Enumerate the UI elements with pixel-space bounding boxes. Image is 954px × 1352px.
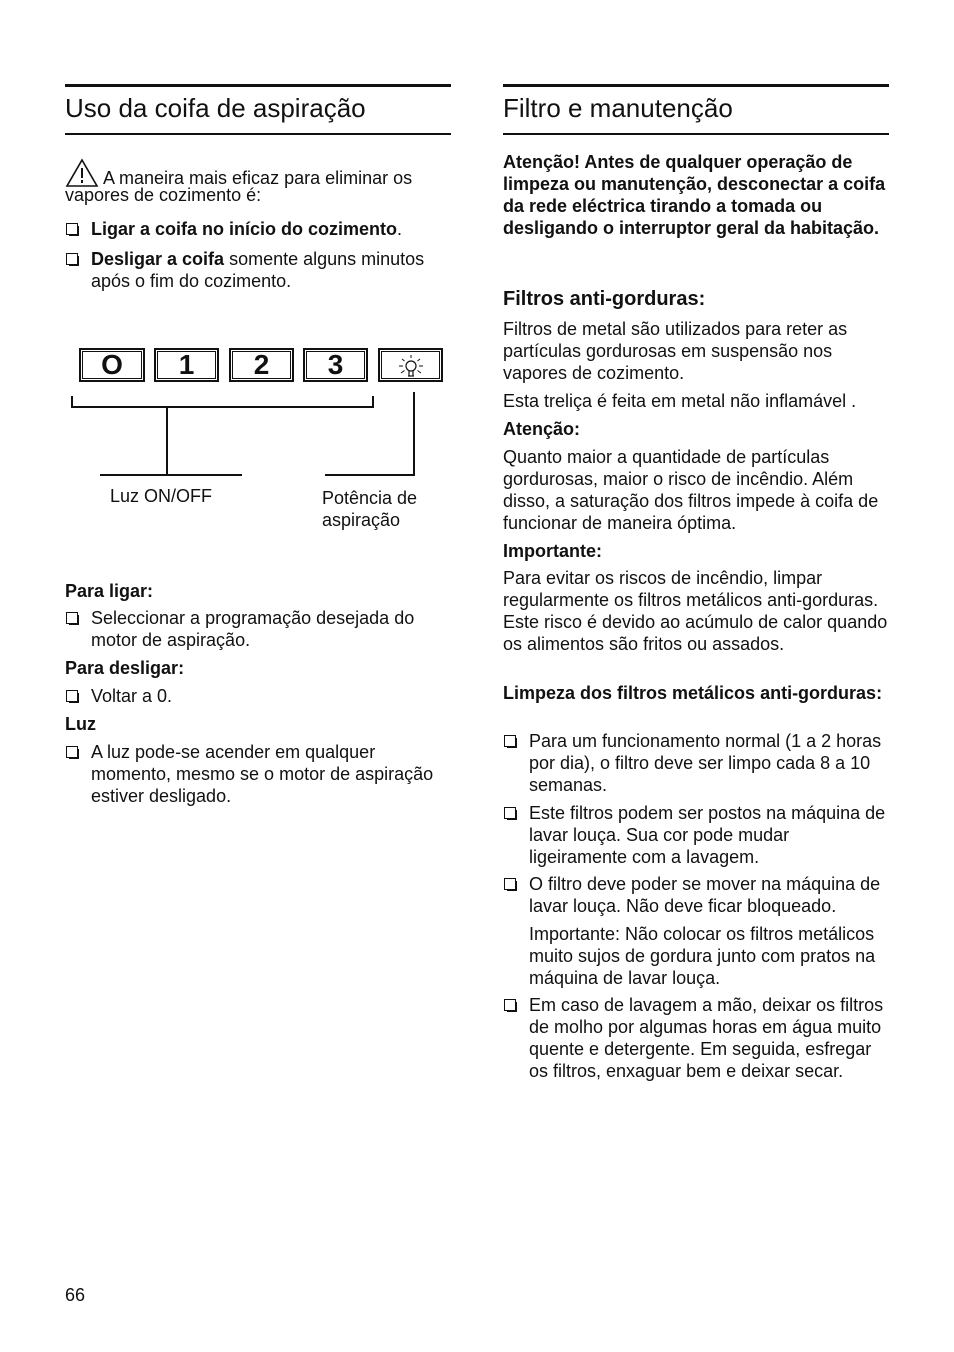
bullet-cleaning-frequency-text: Para um funcionamento normal (1 a 2 horas por dia), o filtro deve ser limpo cada 8 a 10 semanas. bbox=[529, 731, 882, 795]
heading-to-switch-on: Para ligar: bbox=[65, 581, 154, 601]
heading-to-switch-off: Para desligar: bbox=[65, 658, 185, 678]
bullet-cleaning-frequency bbox=[503, 730, 889, 796]
checkbox-bullet-icon bbox=[504, 735, 516, 747]
bracket-stem bbox=[166, 406, 168, 476]
section-title-usage: Uso da coifa de aspiração bbox=[65, 84, 451, 135]
paragraph-fire-risk: Quanto maior a quantidade de partículas gordurosas, maior o risco de incêndio. Além disso, a saturação dos filtros impede à coifa de funcionar de maneira óptima. bbox=[503, 447, 879, 533]
paragraph-nonflammable: Esta treliça é feita em metal não inflamável . bbox=[503, 391, 857, 411]
bullet-light-text: A luz pode-se acender em qualquer momento, mesmo se o motor de aspiração estiver desligado. bbox=[91, 742, 434, 806]
bullet-dishwasher bbox=[503, 802, 889, 868]
heading-cleaning: Limpeza dos filtros metálicos anti-gorduras: bbox=[503, 683, 883, 703]
checkbox-bullet-icon bbox=[66, 253, 78, 265]
bullet-start-hood bbox=[65, 218, 451, 240]
note-dirty-filters: Importante: Não colocar os filtros metálicos muito sujos de gordura junto com pratos na máquina de lavar louça. bbox=[529, 924, 876, 988]
bullet-dishwasher-text: Este filtros podem ser postos na máquina de lavar louça. Sua cor pode mudar ligeiramente com a lavagem. bbox=[529, 803, 886, 867]
bullet-switch-on-text: Seleccionar a programação desejada do motor de aspiração. bbox=[91, 608, 415, 650]
checkbox-bullet-icon bbox=[504, 878, 516, 890]
paragraph-metal-filters: Filtros de metal são utilizados para reter as partículas gordurosas em suspensão nos vapores de cozimento. bbox=[503, 319, 848, 383]
bullet-start-bold: Ligar a coifa no início do cozimento bbox=[91, 219, 398, 239]
bullet-not-blocked-text: O filtro deve poder se mover na máquina de lavar louça. Não deve ficar bloqueado. bbox=[529, 874, 881, 916]
label-light: Luz ON/OFF bbox=[110, 486, 213, 506]
intro-paragraph bbox=[65, 158, 451, 204]
bullet-start-end: . bbox=[397, 219, 403, 239]
label-power: Potência de aspiração bbox=[322, 488, 418, 530]
page-number: 66 bbox=[65, 1285, 86, 1305]
bullet-switch-on bbox=[65, 607, 451, 651]
bullet-hand-wash-text: Em caso de lavagem a mão, deixar os filtros de molho por algumas horas em água muito quente e detergente. Em seguida, esfregar os filtros, enxaguar bem e deixar secar. bbox=[529, 995, 884, 1081]
bullet-switch-off-text: Voltar a 0. bbox=[91, 686, 173, 706]
paragraph-clean-regularly: Para evitar os riscos de incêndio, limpar regularmente os filtros metálicos anti-gorduras. Este risco é devido ao acúmulo de calor quando os alimentos são fritos ou assados. bbox=[503, 568, 888, 654]
label-underline-right bbox=[325, 474, 415, 476]
speed-button-2: 2 bbox=[229, 348, 294, 382]
intro-text: A maneira mais eficaz para eliminar os vapores de cozimento é: bbox=[65, 168, 413, 205]
bullet-not-blocked bbox=[503, 873, 889, 917]
bullet-hand-wash bbox=[503, 994, 889, 1082]
label-underline-left bbox=[100, 474, 242, 476]
checkbox-bullet-icon bbox=[504, 807, 516, 819]
bracket-right-tick bbox=[372, 396, 374, 408]
heading-important: Importante: bbox=[503, 541, 602, 561]
checkbox-bullet-icon bbox=[66, 223, 78, 235]
bullet-stop-rest: somente alguns minutos após o fim do cozimento. bbox=[91, 249, 425, 291]
bullet-switch-off bbox=[65, 685, 451, 707]
light-bulb-icon bbox=[396, 353, 426, 379]
checkbox-bullet-icon bbox=[66, 746, 78, 758]
light-button bbox=[378, 348, 443, 382]
checkbox-bullet-icon bbox=[66, 690, 78, 702]
heading-attention: Atenção: bbox=[503, 419, 581, 439]
bracket-horizontal bbox=[71, 406, 374, 408]
warning-icon bbox=[65, 158, 99, 188]
speed-button-3: 3 bbox=[303, 348, 368, 382]
warning-paragraph: Atenção! Antes de qualquer operação de limpeza ou manutenção, desconectar a coifa da rede eléctrica tirando a tomada ou desligando o interruptor geral da habitação. bbox=[503, 152, 886, 238]
heading-grease-filters: Filtros anti-gorduras: bbox=[503, 288, 706, 310]
bullet-light bbox=[65, 741, 451, 807]
section-title-filter: Filtro e manutenção bbox=[503, 84, 889, 135]
speed-button-off: O bbox=[79, 348, 145, 382]
checkbox-bullet-icon bbox=[66, 612, 78, 624]
heading-light: Luz bbox=[65, 714, 96, 734]
speed-button-1: 1 bbox=[154, 348, 219, 382]
checkbox-bullet-icon bbox=[504, 999, 516, 1011]
light-connector-vertical bbox=[413, 392, 415, 476]
bullet-stop-hood bbox=[65, 248, 451, 292]
bullet-stop-bold: Desligar a coifa bbox=[91, 249, 225, 269]
